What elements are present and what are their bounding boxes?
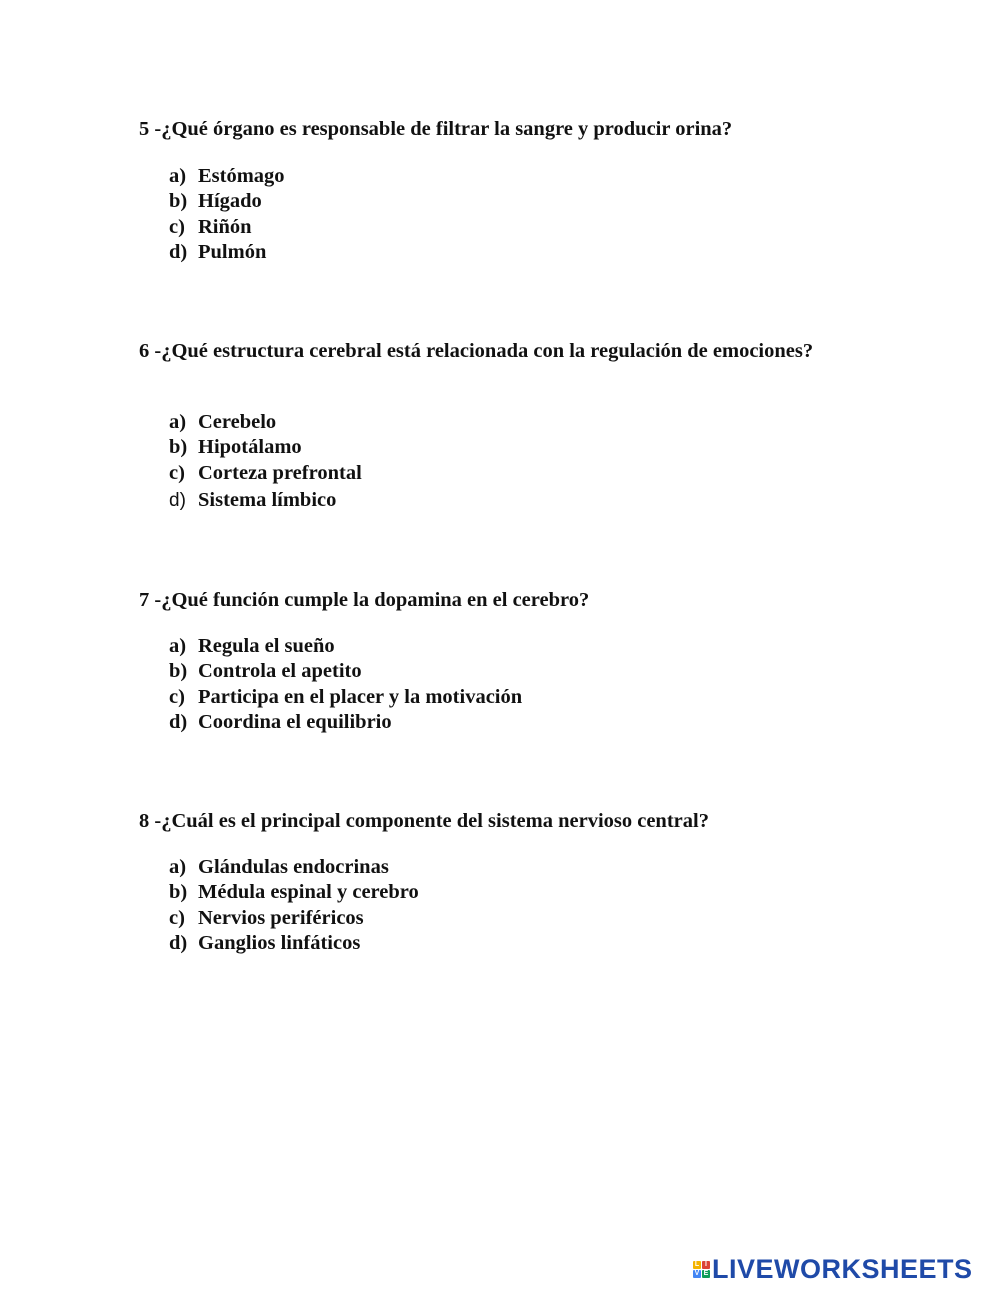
option-letter: c)	[169, 215, 185, 238]
option-text: Cerebelo	[198, 411, 277, 433]
option-c[interactable]	[169, 906, 419, 931]
liveworksheets-icon	[693, 1261, 710, 1278]
option-c[interactable]	[169, 215, 285, 240]
logo-tile-e: E	[703, 1270, 709, 1277]
option-text: Hipotálamo	[198, 436, 302, 459]
option-letter: c)	[169, 461, 185, 484]
question-6	[139, 338, 819, 511]
option-text: Médula espinal y cerebro	[198, 881, 419, 904]
option-text: Participa en el placer y la motivación	[198, 685, 523, 708]
option-letter: b)	[169, 190, 188, 213]
option-a[interactable]	[169, 164, 285, 189]
option-letter: c)	[169, 906, 185, 929]
option-letter: a)	[169, 856, 187, 878]
question-text: 8 -¿Cuál es el principal componente del sistema nervioso central?	[139, 810, 709, 832]
option-a[interactable]	[169, 634, 522, 659]
question-text: 7 -¿Qué función cumple la dopamina en el cerebro?	[139, 589, 590, 611]
options-list	[169, 410, 362, 513]
option-b[interactable]	[169, 659, 522, 684]
option-letter: b)	[169, 881, 188, 904]
options-list	[169, 164, 285, 265]
option-b[interactable]	[169, 880, 419, 905]
question-5	[139, 116, 819, 263]
option-d[interactable]	[169, 931, 419, 956]
option-letter: d)	[169, 710, 188, 733]
option-letter: a)	[169, 165, 187, 187]
option-text: Coordina el equilibrio	[198, 710, 392, 733]
question-text: 5 -¿Qué órgano es responsable de filtrar la sangre y producir orina?	[139, 118, 733, 140]
logo-tile-l: L	[694, 1261, 700, 1268]
option-b[interactable]	[169, 435, 362, 460]
option-letter: a)	[169, 411, 187, 433]
option-b[interactable]	[169, 189, 285, 214]
option-d[interactable]	[169, 710, 522, 735]
option-text: Glándulas endocrinas	[198, 856, 389, 878]
option-text: Sistema límbico	[198, 488, 337, 511]
question-8	[139, 808, 819, 954]
option-text: Estómago	[198, 165, 285, 187]
option-text: Riñón	[198, 215, 252, 238]
option-a[interactable]	[169, 410, 362, 435]
option-c[interactable]	[169, 461, 362, 486]
option-c[interactable]	[169, 685, 522, 710]
question-text: 6 -¿Qué estructura cerebral está relacionada con la regulación de emociones?	[139, 340, 814, 362]
liveworksheets-logo[interactable]	[693, 1254, 973, 1285]
logo-tile-i: I	[702, 1261, 710, 1269]
options-list	[169, 634, 522, 735]
option-d[interactable]	[169, 240, 285, 265]
options-list	[169, 855, 419, 956]
option-letter: d)	[169, 489, 186, 511]
option-letter: d)	[169, 240, 188, 263]
logo-tile-v: V	[694, 1270, 700, 1277]
option-letter: b)	[169, 436, 188, 459]
option-letter: b)	[169, 660, 188, 683]
option-text: Controla el apetito	[198, 660, 362, 683]
option-d[interactable]	[169, 488, 362, 513]
option-text: Nervios periféricos	[198, 906, 364, 929]
option-letter: a)	[169, 635, 187, 657]
option-text: Corteza prefrontal	[198, 461, 362, 484]
option-text: Hígado	[198, 190, 262, 213]
brand-name: LIVEWORKSHEETS	[712, 1254, 973, 1284]
option-letter: d)	[169, 931, 188, 954]
option-text: Regula el sueño	[198, 635, 335, 657]
question-7	[139, 587, 819, 733]
option-text: Pulmón	[198, 240, 267, 263]
option-letter: c)	[169, 685, 185, 708]
option-a[interactable]	[169, 855, 419, 880]
option-text: Ganglios linfáticos	[198, 931, 361, 954]
